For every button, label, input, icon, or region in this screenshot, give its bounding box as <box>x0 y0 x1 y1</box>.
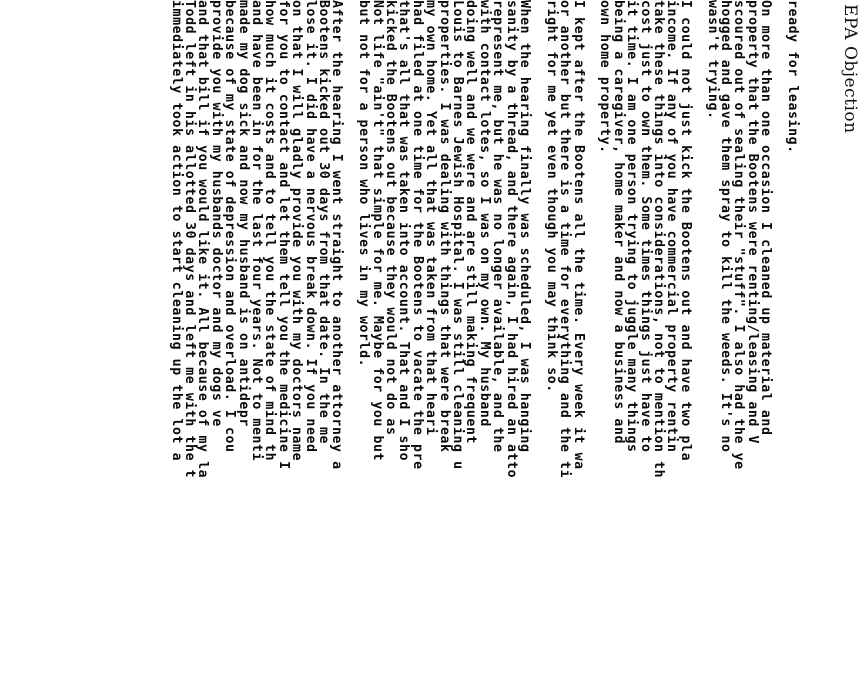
text-line: made my dog sick and now my husband is on antidepr <box>235 0 251 427</box>
text-line: ready for leasing. <box>785 0 800 154</box>
text-line: On more than one occasion I cleaned up material and <box>758 0 774 436</box>
text-line: After the hearing I went straight to another attorney a <box>329 0 345 470</box>
text-line: property that the Bootens were renting/leasing and V <box>744 0 760 445</box>
text-line: and have been in for the last four years. Not to menti <box>249 0 264 462</box>
text-line: income. If any of you have commercial property rentin <box>664 0 680 453</box>
text-line: because of my state of depression and overload. I cou <box>222 0 238 453</box>
text-line: Todd left in his allotted 30 days and left me with the t <box>182 0 197 479</box>
text-line: Bootens kicked out 30 days from that date. In the me <box>316 0 331 445</box>
text-line: or another but there is a time for everything and the ti <box>557 0 573 479</box>
text-line: sanity by a thread, and there again, I had hired an atto <box>503 0 519 479</box>
text-line: When the hearing finally was scheduled, I was hanging <box>517 0 532 453</box>
text-line: on that I will gladly provide you with my doctors name <box>289 0 305 462</box>
text-line: and that bill if you would like it. All because of my la <box>195 0 211 479</box>
text-line: hogged and gave them spray to kill the weeds. It's no <box>718 0 733 453</box>
text-line: own home property. <box>597 0 613 154</box>
text-line: represent me, but he was no longer available, and the <box>490 0 506 453</box>
letter-body <box>120 0 800 610</box>
text-line: right for me yet even though you may think so. <box>543 0 559 393</box>
text-line: scoured out of sealing their "stuff". I also had the ye <box>731 0 747 470</box>
text-line: for you to contact and let them tell you the medicine I <box>275 0 291 470</box>
text-line: Louis to Barnes Jewish Hospital. I was still cleaning u <box>450 0 465 470</box>
text-line: had filed at one time for the Bootens to vacate the pre <box>409 0 425 470</box>
text-line: doing well and we were and are still making frequent <box>463 0 479 445</box>
text-line: that's all that was taken into account. That and I sho <box>396 0 412 462</box>
text-line: provide you with my husbands doctor and my dogs ve <box>208 0 224 427</box>
text-line: take these things into considerations, not to mention th <box>651 0 666 479</box>
text-line: I could not just kick the Bootens out and have two pla <box>677 0 693 462</box>
rotated-letter <box>130 0 860 700</box>
text-line: Not life "ain't" that simple for me. Maybe for you but <box>369 0 385 462</box>
text-line: cost just to own them. Some times things just have to <box>637 0 653 453</box>
text-line: properties. I was dealing with things that were break <box>436 0 452 453</box>
text-line: how much it costs and to tell you the state of mind th <box>262 0 278 462</box>
text-line: but not for a person who lives in my world. <box>356 0 372 368</box>
text-line: with contact lotes, so I was on my own. My husband <box>476 0 492 427</box>
text-line: lose it. I did have a nervous break down. If you need <box>302 0 318 453</box>
page-header: EPA Objection <box>840 4 860 134</box>
text-line: immediately took action to start cleaning up the lot a <box>168 0 184 462</box>
text-line: being a caregiver, home maker and now a business and <box>610 0 626 445</box>
text-line: wasn't trying. <box>704 0 720 120</box>
text-line: it time. I am one person trying to juggle many things <box>624 0 640 453</box>
text-line: kicked the Bootens out because they would not do as <box>383 0 398 436</box>
text-line: my own home. Yet all that was taken from that heari <box>423 0 439 436</box>
text-line: I kept after the Bootens all the time. Every week it wa <box>570 0 586 470</box>
